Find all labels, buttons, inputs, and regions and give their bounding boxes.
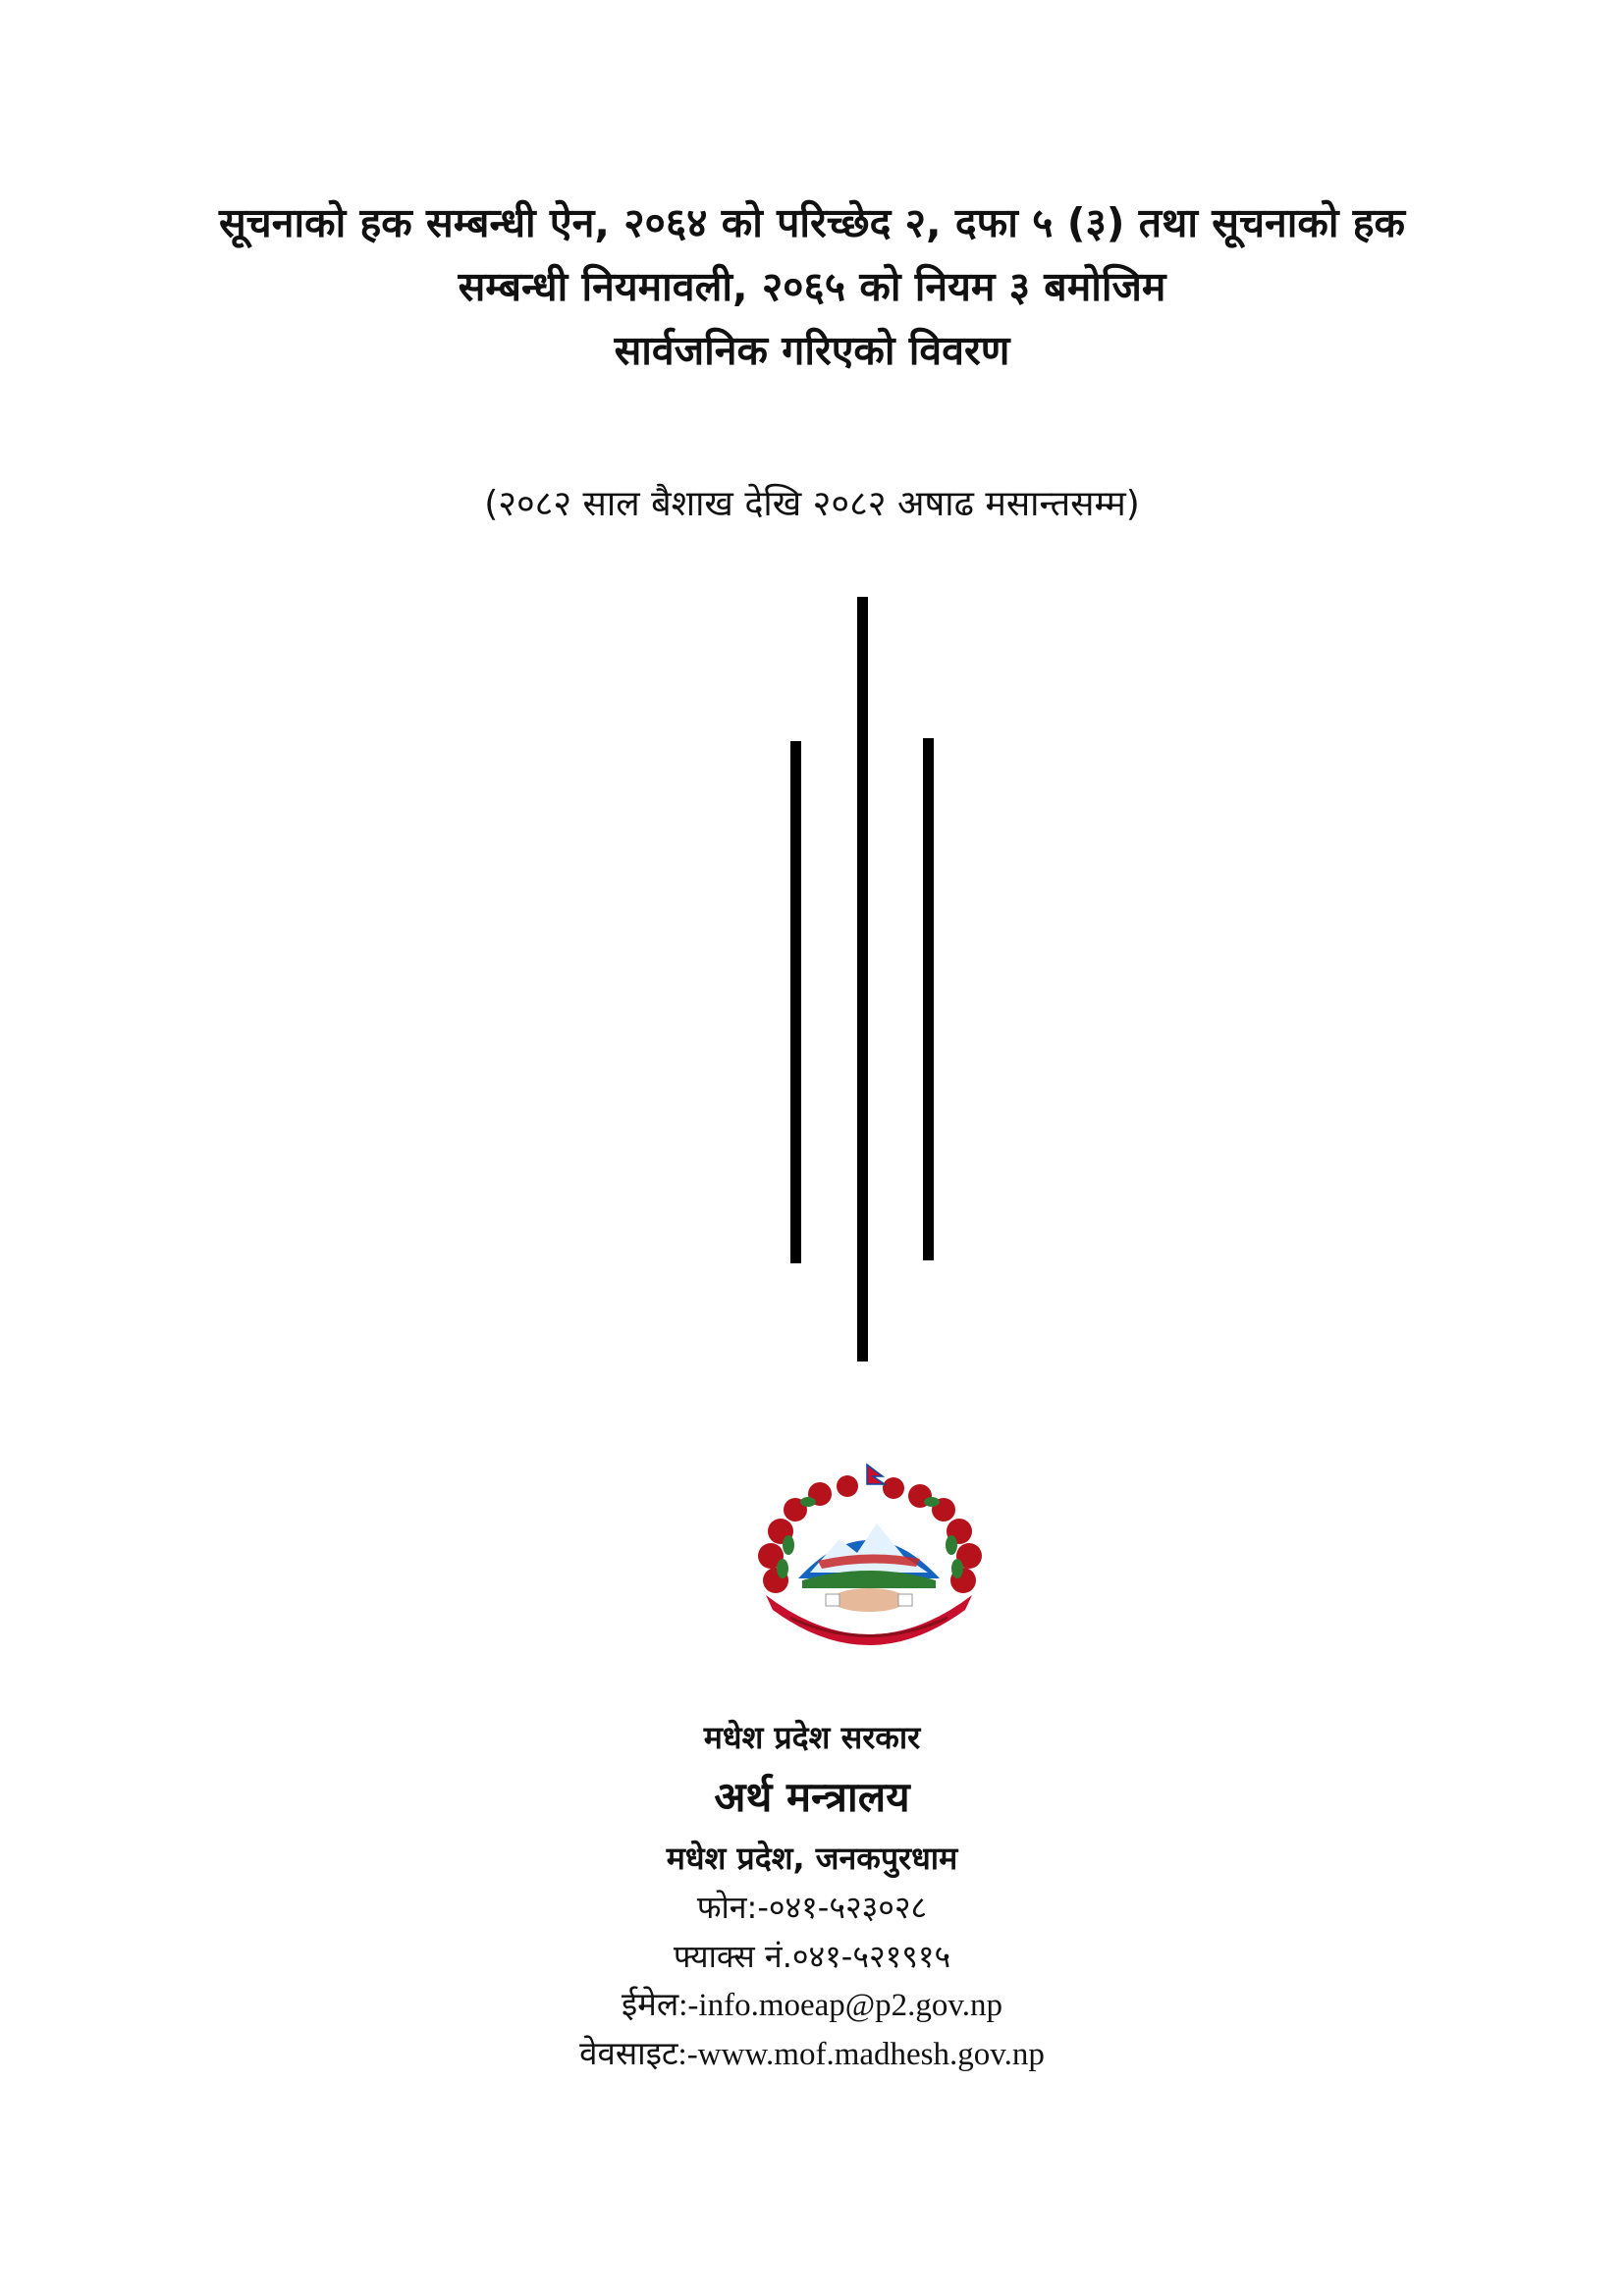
- ministry-name: अर्थ मन्त्रालय: [714, 1773, 910, 1821]
- decorative-bar-left: [790, 741, 801, 1263]
- decorative-bar-center: [857, 597, 868, 1362]
- phone-number: फोन:-०४१-५२३०२८: [696, 1889, 928, 1926]
- office-address: मधेश प्रदेश, जनकपुरधाम: [666, 1840, 958, 1877]
- nepal-coat-of-arms-icon: [741, 1463, 997, 1649]
- government-name: मधेश प्रदेश सरकार: [703, 1719, 921, 1756]
- title-line-1: सूचनाको हक सम्बन्धी ऐन, २०६४ को परिच्छेद २, दफा ५ (३) तथा सूचनाको हक: [218, 199, 1406, 246]
- decorative-bar-right: [923, 738, 934, 1260]
- website-address: वेवसाइट:-www.mof.madhesh.gov.np: [579, 2037, 1045, 2072]
- office-contact-block: [0, 1718, 1624, 2079]
- document-title: [177, 191, 1447, 383]
- email-address: ईमेल:-info.moeap@p2.gov.np: [621, 1988, 1003, 2023]
- reporting-period: (२०८२ साल बैशाख देखि २०८२ अषाढ मसान्तसम्म): [484, 484, 1140, 524]
- title-line-3: सार्वजनिक गरिएको विवरण: [614, 327, 1010, 374]
- title-line-2: सम्बन्धी नियमावली, २०६५ को नियम ३ बमोजिम: [458, 263, 1166, 310]
- fax-number: फ्याक्स नं.०४१-५२१९१५: [673, 1938, 951, 1975]
